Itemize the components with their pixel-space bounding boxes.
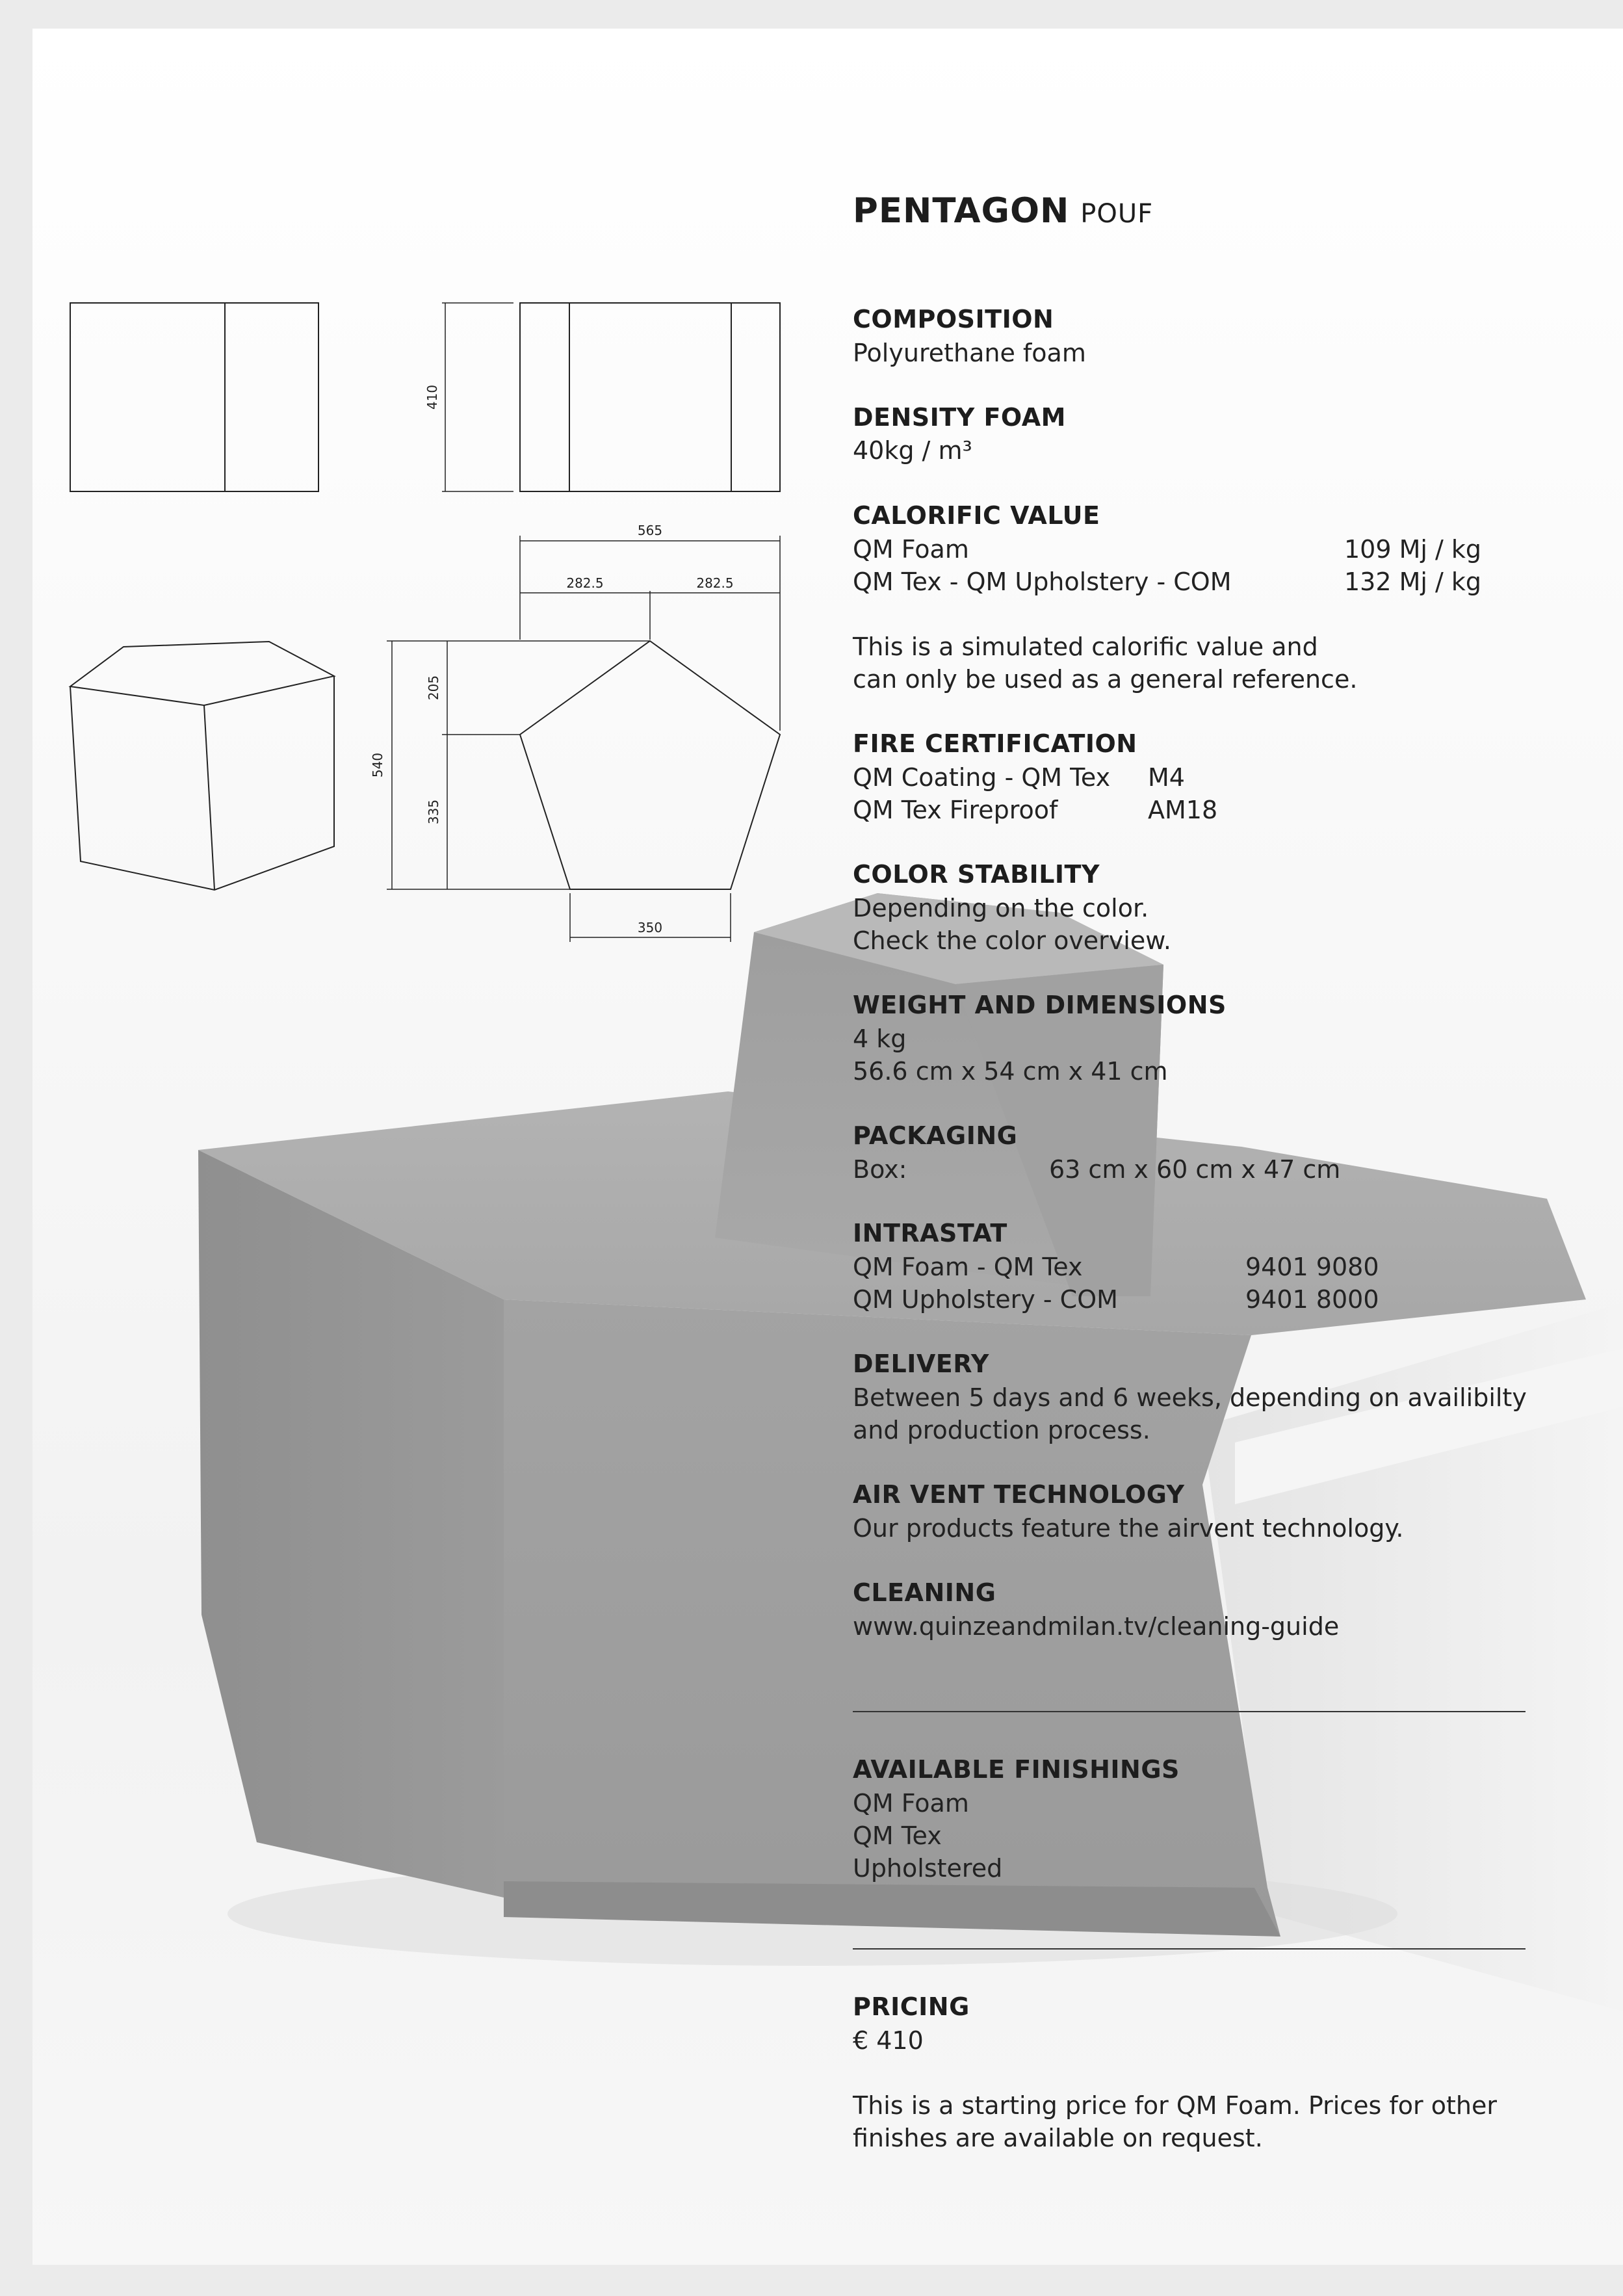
dim-depth-lower: 335 xyxy=(426,799,441,825)
packaging-value: 63 cm x 60 cm x 47 cm xyxy=(1049,1155,1341,1184)
pricing-heading: PRICING xyxy=(853,1992,970,2021)
finishing-item: Upholstered xyxy=(853,1854,1003,1883)
section-divider xyxy=(853,1711,1526,1712)
air-vent-text: Our products feature the airvent technology. xyxy=(853,1514,1404,1543)
color-stability-text: Depending on the color. xyxy=(853,894,1149,922)
dim-depth-total: 540 xyxy=(370,752,385,778)
air-vent-heading: AIR VENT TECHNOLOGY xyxy=(853,1480,1185,1509)
dim-back-edge: 350 xyxy=(637,920,663,935)
intrastat-heading: INTRASTAT xyxy=(853,1219,1007,1247)
cleaning-heading: CLEANING xyxy=(853,1578,996,1607)
price-value: € 410 xyxy=(853,2026,924,2055)
calorific-row-value: 132 Mj / kg xyxy=(1344,567,1482,596)
finishing-item: QM Tex xyxy=(853,1821,942,1850)
calorific-row-value: 109 Mj / kg xyxy=(1344,535,1482,564)
weight-heading: WEIGHT AND DIMENSIONS xyxy=(853,991,1227,1019)
packaging-heading: PACKAGING xyxy=(853,1121,1018,1150)
technical-drawings xyxy=(32,29,1623,2265)
plan-view-pentagon xyxy=(387,536,780,942)
pricing-note: finishes are available on request. xyxy=(853,2124,1263,2152)
isometric-view xyxy=(70,642,334,890)
intrastat-row-label: QM Upholstery - COM xyxy=(853,1285,1118,1314)
density-value: 40kg / m³ xyxy=(853,436,972,465)
fire-row-label: QM Coating - QM Tex xyxy=(853,763,1111,792)
dim-front-height: 410 xyxy=(424,384,440,410)
dim-top-half-right: 282.5 xyxy=(696,575,734,591)
cleaning-link[interactable]: www.quinzeandmilan.tv/cleaning-guide xyxy=(853,1612,1340,1641)
finishings-heading: AVAILABLE FINISHINGS xyxy=(853,1755,1180,1784)
packaging-label: Box: xyxy=(853,1155,907,1184)
delivery-text: Between 5 days and 6 weeks, depending on availibilty xyxy=(853,1383,1527,1412)
pricing-note: This is a starting price for QM Foam. Prices for other xyxy=(853,2091,1497,2120)
product-name: PENTAGON xyxy=(853,191,1070,231)
intrastat-row-value: 9401 9080 xyxy=(1245,1253,1379,1281)
weight-value: 4 kg xyxy=(853,1024,907,1053)
composition-heading: COMPOSITION xyxy=(853,305,1054,333)
calorific-note: This is a simulated calorific value and xyxy=(853,633,1318,661)
fire-row-value: AM18 xyxy=(1148,796,1218,824)
dim-top-half-left: 282.5 xyxy=(566,575,604,591)
side-elevation-view xyxy=(70,303,318,491)
intrastat-row-label: QM Foam - QM Tex xyxy=(853,1253,1083,1281)
finishing-item: QM Foam xyxy=(853,1789,969,1818)
density-heading: DENSITY FOAM xyxy=(853,403,1066,432)
fire-heading: FIRE CERTIFICATION xyxy=(853,729,1137,758)
calorific-row-label: QM Tex - QM Upholstery - COM xyxy=(853,567,1232,596)
product-type: POUF xyxy=(1080,199,1154,229)
dimensions-value: 56.6 cm x 54 cm x 41 cm xyxy=(853,1057,1168,1086)
fire-row-value: M4 xyxy=(1148,763,1185,792)
dim-top-width: 565 xyxy=(637,523,663,538)
intrastat-row-value: 9401 8000 xyxy=(1245,1285,1379,1314)
product-title xyxy=(853,191,1153,231)
fire-row-label: QM Tex Fireproof xyxy=(853,796,1058,824)
calorific-note: can only be used as a general reference. xyxy=(853,665,1358,694)
front-elevation-view xyxy=(442,303,780,491)
spec-sheet-page xyxy=(32,29,1623,2265)
dim-depth-upper: 205 xyxy=(426,675,441,701)
calorific-row-label: QM Foam xyxy=(853,535,969,564)
section-divider xyxy=(853,1948,1526,1950)
delivery-heading: DELIVERY xyxy=(853,1350,989,1378)
color-stability-heading: COLOR STABILITY xyxy=(853,860,1100,889)
color-stability-text: Check the color overview. xyxy=(853,926,1171,955)
calorific-heading: CALORIFIC VALUE xyxy=(853,501,1100,530)
composition-value: Polyurethane foam xyxy=(853,339,1086,367)
delivery-text: and production process. xyxy=(853,1416,1150,1444)
